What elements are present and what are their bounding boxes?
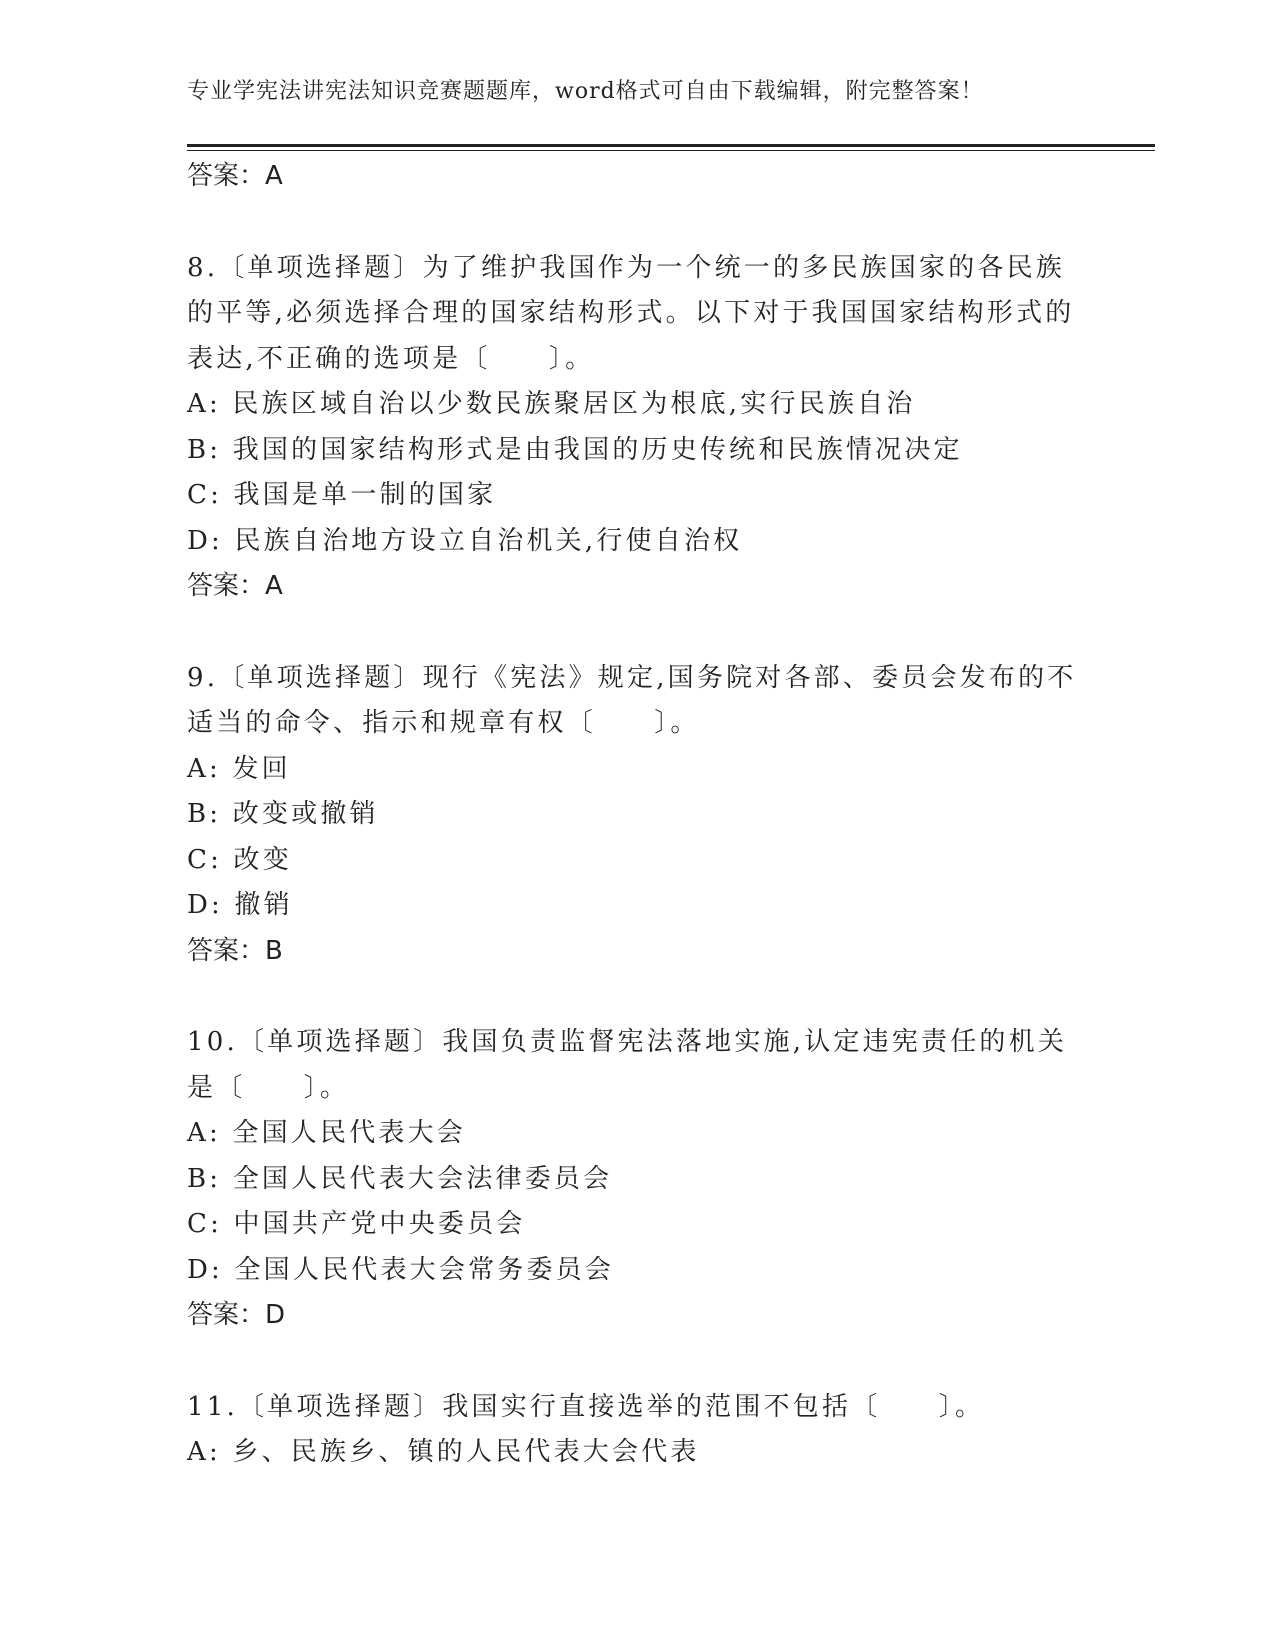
option-d: D: 撤销 bbox=[187, 890, 293, 920]
spacer bbox=[187, 1339, 1067, 1385]
option-d: D: 全国人民代表大会常务委员会 bbox=[187, 1254, 615, 1285]
spacer bbox=[187, 974, 1067, 1020]
answer-line: 答案：B bbox=[187, 935, 283, 966]
question-stem-line: 8.〔单项选择题〕为了维护我国作为一个统一的多民族国家的各民族 bbox=[187, 252, 1066, 283]
document-body bbox=[187, 154, 1077, 1476]
answer-line: 答案：A bbox=[187, 161, 283, 191]
question-stem-line: 的平等,必须选择合理的国家结构形式。以下对于我国国家结构形式的 bbox=[187, 298, 1075, 328]
option-b: B: 改变或撤销 bbox=[187, 799, 379, 829]
option-d: D: 民族自治地方设立自治机关,行使自治权 bbox=[187, 525, 743, 556]
page-header: 专业学宪法讲宪法知识竞赛题题库，word格式可自由下载编辑，附完整答案！ bbox=[187, 79, 984, 104]
option-a: A: 发回 bbox=[187, 753, 291, 784]
question-stem-line: 9.〔单项选择题〕现行《宪法》规定,国务院对各部、委员会发布的不 bbox=[187, 662, 1077, 693]
question-9 bbox=[187, 656, 1077, 975]
option-c: C: 改变 bbox=[187, 844, 292, 875]
option-b: B: 全国人民代表大会法律委员会 bbox=[187, 1163, 613, 1194]
header-rule-thin bbox=[187, 150, 1155, 151]
spacer bbox=[187, 610, 1067, 656]
answer-line: 答案：D bbox=[187, 1300, 286, 1330]
option-c: C: 我国是单一制的国家 bbox=[187, 480, 497, 510]
answer-line: 答案：A bbox=[187, 571, 283, 601]
question-stem-line: 适当的命令、指示和规章有权〔 〕。 bbox=[187, 708, 700, 738]
question-10 bbox=[187, 1020, 1067, 1339]
question-stem-line: 表达,不正确的选项是〔 〕。 bbox=[187, 343, 595, 374]
question-8 bbox=[187, 246, 1075, 610]
option-a: A: 民族区域自治以少数民族聚居区为根底,实行民族自治 bbox=[187, 389, 916, 419]
option-c: C: 中国共产党中央委员会 bbox=[187, 1209, 526, 1239]
header-rule-thick bbox=[187, 144, 1155, 147]
question-11 bbox=[187, 1385, 1067, 1476]
option-a: A: 乡、民族乡、镇的人民代表大会代表 bbox=[187, 1437, 700, 1467]
question-stem-line: 10.〔单项选择题〕我国负责监督宪法落地实施,认定违宪责任的机关 bbox=[187, 1027, 1068, 1057]
question-stem-line: 11.〔单项选择题〕我国实行直接选举的范围不包括〔 〕。 bbox=[187, 1391, 985, 1422]
question-stem-line: 是〔 〕。 bbox=[187, 1072, 350, 1103]
option-a: A: 全国人民代表大会 bbox=[187, 1118, 467, 1148]
spacer bbox=[187, 200, 1067, 246]
option-b: B: 我国的国家结构形式是由我国的历史传统和民族情况决定 bbox=[187, 434, 963, 465]
